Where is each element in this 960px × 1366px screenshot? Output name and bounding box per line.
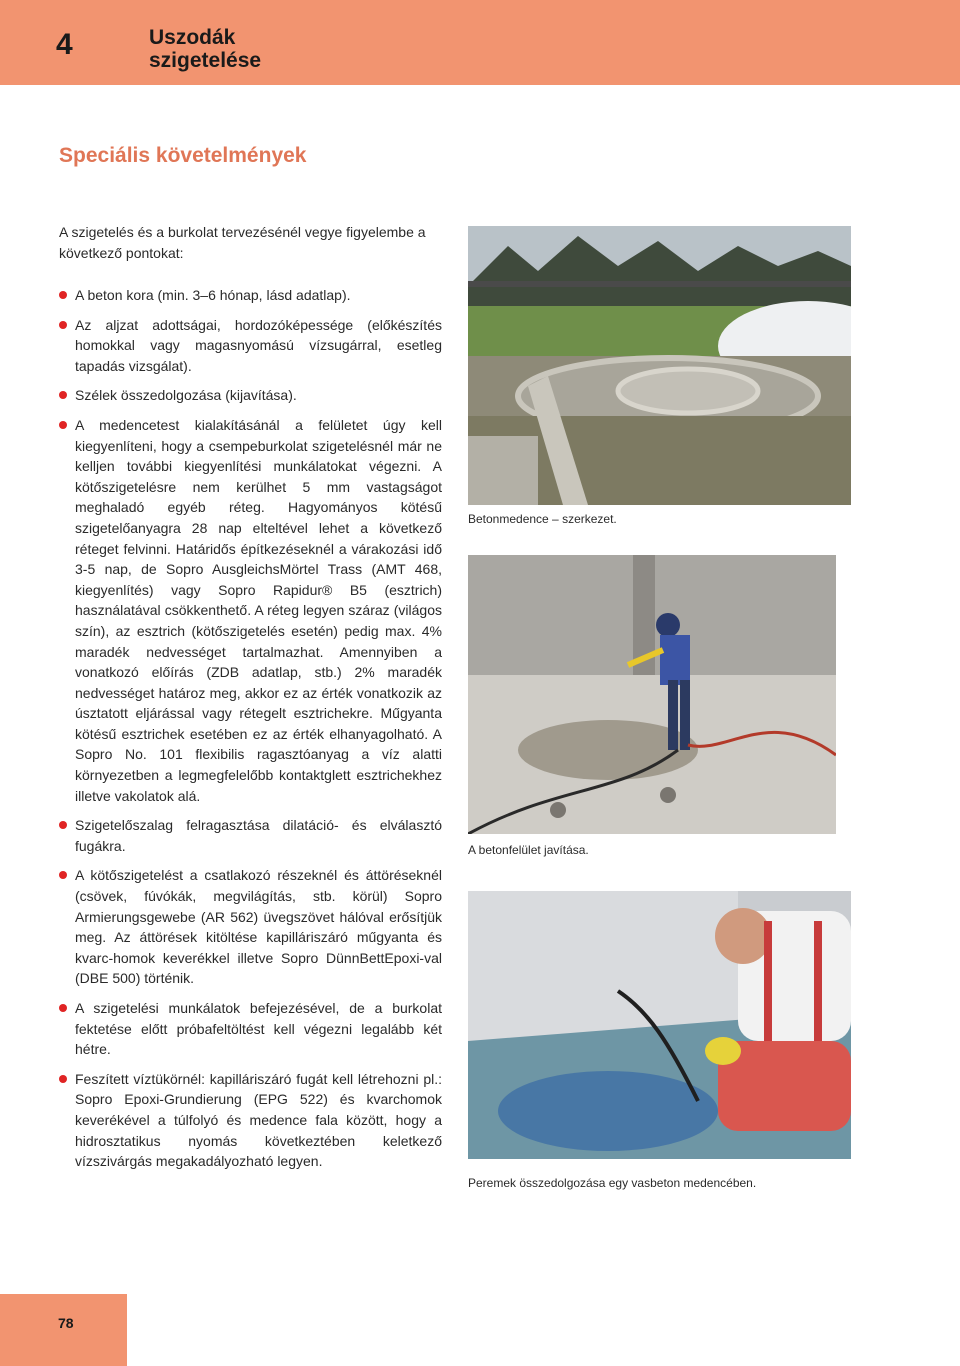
bullet-dot-icon — [59, 291, 67, 299]
list-item — [59, 415, 442, 806]
chapter-title-line2: szigetelése — [149, 49, 262, 72]
bullet-dot-icon — [59, 871, 67, 879]
chapter-number: 4 — [56, 28, 73, 61]
photo-surface-repair — [468, 555, 836, 834]
list-item — [59, 385, 442, 406]
bullet-dot-icon — [59, 391, 67, 399]
bullet-dot-icon — [59, 1004, 67, 1012]
caption-photo3: Peremek összedolgozása egy vasbeton medencében. — [468, 1176, 757, 1190]
list-item-text: Szélek összedolgozása (kijavítása). — [75, 387, 297, 404]
list-item-text: A kötőszigetelést a csatlakozó részeknél és áttöréseknél (csövek, fúvókák, megvilágítás, stb. körül) Sopro Armierungsgewebe (AR 562) üvegszövet hálóval erősítjük meg. Az áttörések kitöltése kapilláriszáró műgyanta és kvarc-homok keverékkel illetve Sopro DünnBettEpoxi-val (DBE 500) történik. — [75, 867, 442, 987]
list-item-text: Feszített víztükörnél: kapilláriszáró fugát kell létrehozni pl.: Sopro Epoxi-Grundierung (EPG 522) és kvarchomok keverékével a túlfolyó és medence fala között, hogy a hidrosztatikus nyomás következtében keletkező vízszivárgás megakadályozható legyen. — [75, 1070, 442, 1170]
requirements-list — [59, 285, 442, 1181]
list-item — [59, 285, 442, 306]
chapter-title-line1: Uszodák — [149, 26, 236, 49]
bullet-dot-icon — [59, 421, 67, 429]
intro-paragraph: A szigetelés és a burkolat tervezésénél vegye figyelembe a következő pontokat: — [59, 224, 426, 261]
list-item-text: A szigetelési munkálatok befejezésével, de a burkolat fektetése előtt próbafeltöltést kell végezni legalább két hétre. — [75, 1000, 442, 1058]
list-item — [59, 998, 442, 1060]
caption-photo1: Betonmedence – szerkezet. — [468, 512, 617, 526]
list-item — [59, 865, 442, 989]
photo-edge-work — [468, 891, 851, 1159]
list-item-text: A medencetest kialakításánál a felületet úgy kell kiegyenlíteni, hogy a csempeburkolat szigetelésnél már ne kelljen további kiegyenlítési munkálatokat végezni. A kötőszigetelésre nem kerülhet 5 mm vastagságot meghaladó egyéb réteg. Hagyományos kötésű szigetelőanyagra 28 nap elteltével lehet a következő réteget felvinni. Határidős építkezéseknél a várakozási idő 3-5 nap, de Sopro AusgleichsMörtel Trass (AMT 468, kiegyenlítés) vagy Sopro Rapidur® B5 (esztrich) használatával csökkenthető. A réteg legyen száraz (világos szín), az esztrich (kötőszigetelés esetén) pedig max. 4% maradék nedvességet tartalmazhat. Amennyiben a vonatkozó előírás (ZDB adatlap, stb.) 2% maradék nedvességet határoz meg, akkor ez az érték vonatkozik az úsztatott eljárással vagy rétegelt esztrichekre. Műgyanta kötésű esztrichek esetében ez az érték elhanyagolható. A Sopro No. 101 flexibilis ragasztóanyag a víz alatti környezetben a legmegfelelőbb kontaktglett esztrichekhez illetve vakolatok alá. — [75, 416, 442, 804]
chapter-header — [0, 0, 960, 85]
list-item — [59, 1069, 442, 1172]
bullet-dot-icon — [59, 321, 67, 329]
photo-pool-structure — [468, 226, 851, 505]
bullet-dot-icon — [59, 1075, 67, 1083]
list-item — [59, 815, 442, 856]
chapter-title — [149, 26, 261, 72]
list-item-text: A beton kora (min. 3–6 hónap, lásd adatlap). — [75, 287, 351, 303]
list-item-text: Szigetelőszalag felragasztása dilatáció- és elválasztó fugákra. — [75, 817, 442, 854]
bullet-dot-icon — [59, 821, 67, 829]
page-number: 78 — [58, 1315, 74, 1331]
list-item — [59, 315, 442, 377]
section-title: Speciális követelmények — [59, 144, 307, 167]
list-item-text: Az aljzat adottságai, hordozóképessége (előkészítés homokkal vagy magasnyomású vízsugárral, esetleg tapadás vizsgálat). — [75, 316, 442, 374]
caption-photo2: A betonfelület javítása. — [468, 843, 589, 857]
